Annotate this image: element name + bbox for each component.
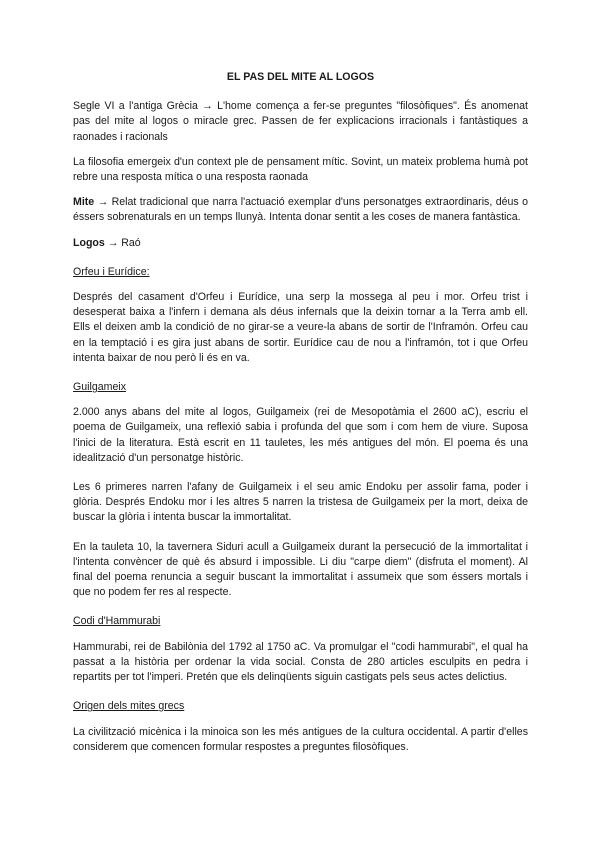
intro-paragraph-2: La filosofia emergeix d'un context ple de pensament mític. Sovint, un mateix problema humà pot rebre una resposta mítica o una resposta raonada: [73, 155, 528, 184]
mite-definition: [73, 195, 528, 225]
document-page: [73, 70, 528, 765]
section-heading-orfeu: Orfeu i Eurídice:: [73, 265, 150, 278]
logos-definition-text: → Raó: [104, 236, 141, 249]
section-heading-guilgameix: Guilgameix: [73, 381, 126, 394]
section-guilgameix-paragraph-2: Les 6 primeres narren l'afany de Guilgameix i el seu amic Endoku per assolir fama, poder i glòria. Després Endoku mor i les altres 5 narren la tristesa de Guilgameix per la mort, deixa de buscar la glòria i intenta buscar la immortalitat.: [73, 481, 528, 524]
section-heading-hammurabi: Codi d'Hammurabi: [73, 615, 161, 628]
page-title: EL PAS DEL MITE AL LOGOS: [226, 71, 375, 83]
mite-term: Mite: [73, 196, 95, 209]
logos-definition: [73, 236, 528, 251]
section-guilgameix-paragraph-1: 2.000 anys abans del mite al logos, Guilgameix (rei de Mesopotàmia el 2600 aC), escriu el poema de Guilgameix, una reflexió sabia i profunda del que som i com hem de viure. Suposa l'inici de la literatura. Està escrit en 11 tauletes, les més antigues del món. El poema és una idealització d'un personatge històric.: [73, 406, 528, 464]
intro-paragraph-1: Segle VI a l'antiga Grècia → L'home comença a fer-se preguntes "filosòfiques". És anomenat pas del mite al logos o miracle grec. Passen de fer explicacions irracionals i fantàstiques a raonades i racionals: [73, 100, 528, 143]
section-hammurabi-paragraph: Hammurabi, rei de Babilònia del 1792 al 1750 aC. Va promulgar el "codi hammurabi", el qual ha passat a la història per ordenar la vida social. Consta de 280 articles esculpits en pedra i repartits per tot l'imperi. Pretén que els delinqüents siguin castigats pels seus actes delictius.: [73, 640, 528, 684]
section-guilgameix-paragraph-3: En la tauleta 10, la tavernera Siduri acull a Guilgameix durant la persecució de la immortalitat i l'intenta convèncer de què és absurd i impossible. Li diu "carpe diem" (disfruta el moment). Al final del poema renuncia a seguir buscant la immortalitat i assumeix que som éssers mortals i que no podem fer res al respecte.: [73, 540, 528, 599]
mite-definition-text: → Relat tradicional que narra l'actuació exemplar d'uns personatges extraordinaris, déus o éssers sobrenaturals en un temps llunyà. Intenta donar sentit a les coses de manera fantàstica.: [73, 196, 528, 224]
logos-term: Logos: [73, 236, 105, 249]
section-orfeu-paragraph: Després del casament d'Orfeu i Eurídice, una serp la mossega al peu i mor. Orfeu trist i desesperat baixa a l'infern i demana als déus infernals que la deixin tornar a la Terra amb ell. Ells el deixen amb la condició de no girar-se a veure-la abans de sortir de l'Inframón. Orfeu cau en la temptació i es gira just abans de sortir. Eurídice cau de nou a l'inframón, tot i que Orfeu intenta baixar de nou però li és en va.: [73, 291, 528, 364]
section-mites-grecs-paragraph: La civilització micènica i la minoica son les més antigues de la cultura occidental. A partir d'elles considerem que comencen formular respostes a preguntes filosòfiques.: [73, 725, 528, 753]
section-heading-mites-grecs: Origen dels mites grecs: [73, 700, 185, 713]
